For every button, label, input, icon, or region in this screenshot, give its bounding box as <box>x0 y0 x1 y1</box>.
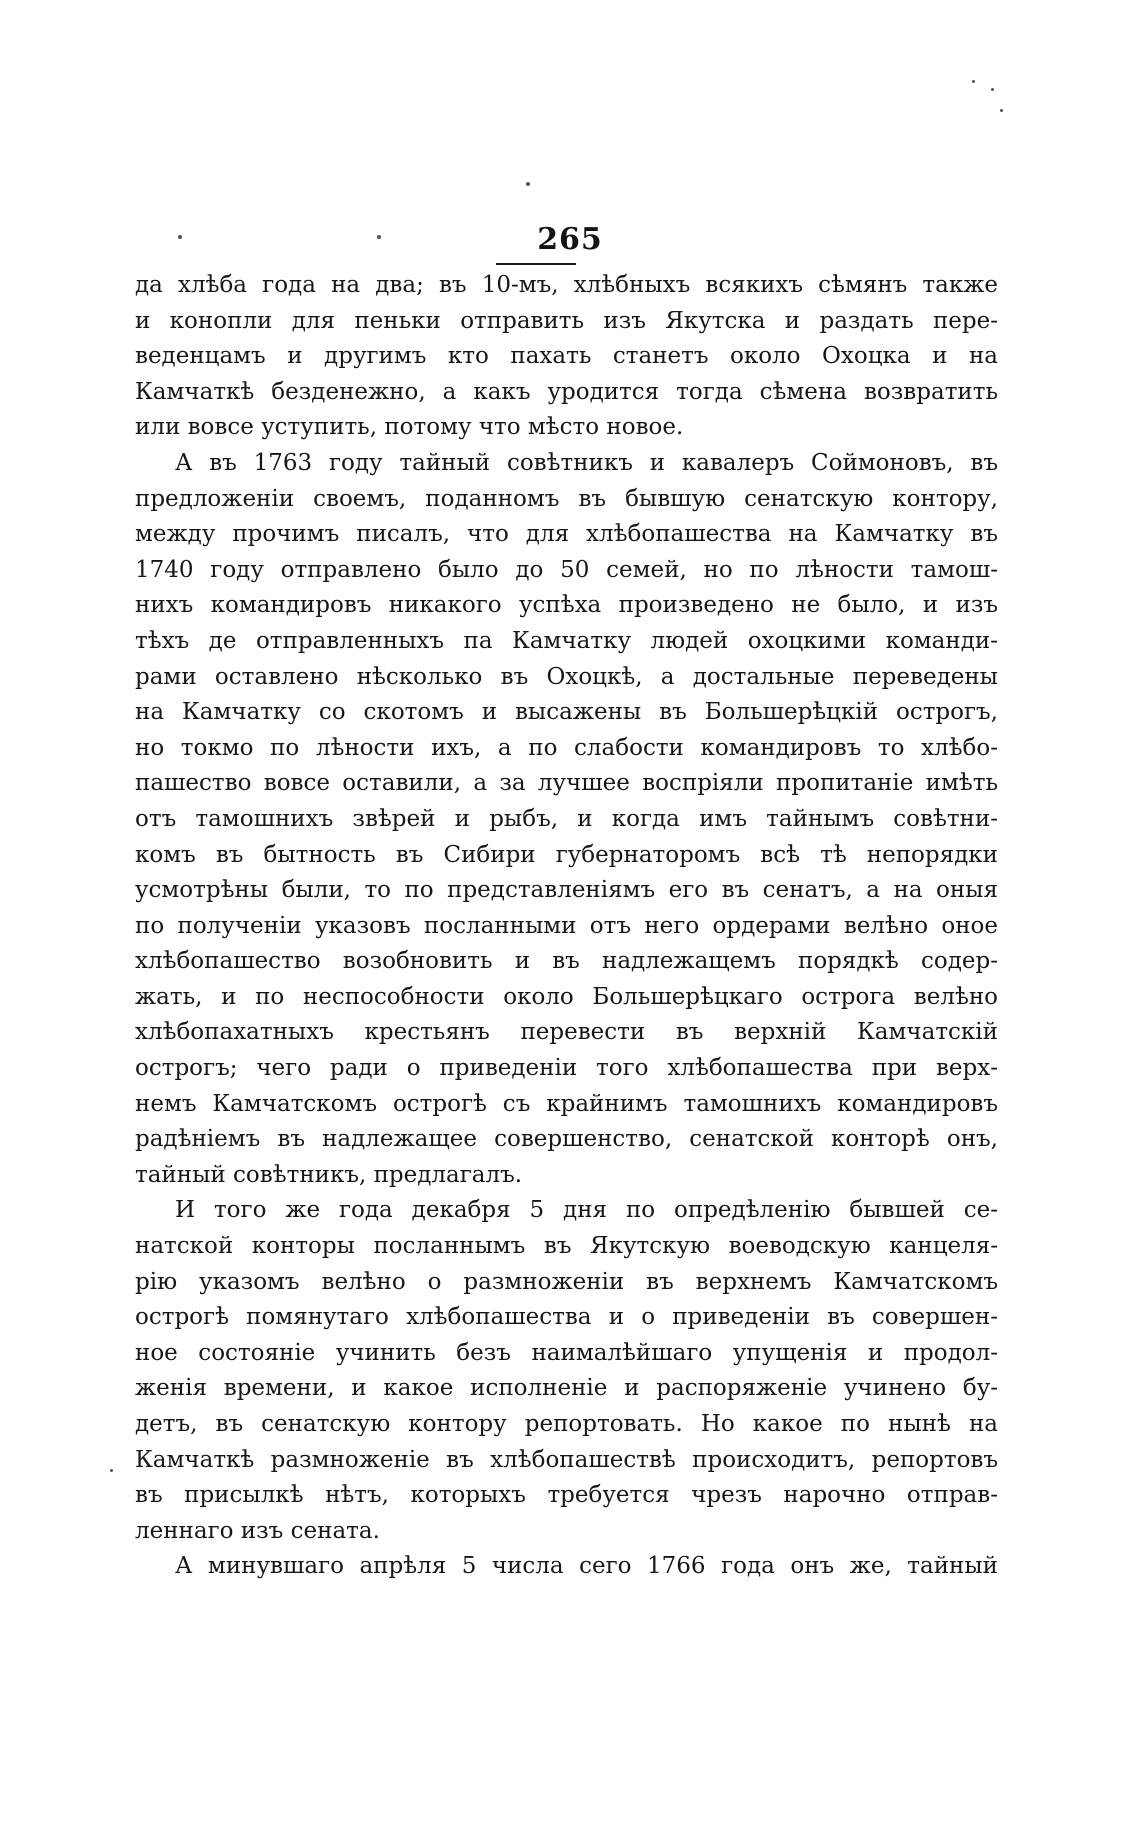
text-line: хлѣбопашество возобновить и въ надлежащемъ порядкѣ содер- <box>135 948 998 975</box>
text-line: между прочимъ писалъ, что для хлѣбопашества на Камчатку въ <box>135 521 998 548</box>
text-line: пашество вовсе оставили, а за лучшее воспріяли пропитаніе имѣть <box>135 770 998 797</box>
scan-speck <box>526 182 530 186</box>
text-line: Камчаткѣ размноженіе въ хлѣбопашествѣ происходитъ, репортовъ <box>135 1446 998 1473</box>
text-line: но токмо по лѣности ихъ, а по слабости командировъ то хлѣбо- <box>135 734 998 761</box>
text-line: острогъ; чего ради о приведеніи того хлѣбопашества при верх- <box>135 1055 998 1082</box>
text-line: усмотрѣны были, то по представленіямъ его въ сенатъ, а на оныя <box>135 877 998 904</box>
text-line: тѣхъ де отправленныхъ па Камчатку людей охоцкими команди- <box>135 627 998 654</box>
text-line: А въ 1763 году тайный совѣтникъ и кавалеръ Соймоновъ, въ <box>175 449 998 476</box>
text-line: отъ тамошнихъ звѣрей и рыбъ, и когда имъ тайнымъ совѣтни- <box>135 805 998 832</box>
paragraph-2 <box>135 446 998 1193</box>
text-line: А минувшаго апрѣля 5 числа сего 1766 года онъ же, тайный <box>175 1553 998 1580</box>
scan-speck <box>1000 109 1003 112</box>
text-line: И того же года декабря 5 дня по опредѣленію бывшей се- <box>175 1197 998 1224</box>
text-line: женія времени, и какое исполненіе и распоряженіе учинено бу- <box>135 1375 998 1402</box>
text-line: рами оставлено нѣсколько въ Охоцкѣ, а достальные переведены <box>135 663 998 690</box>
text-line: по полученіи указовъ посланными отъ него ордерами велѣно оное <box>135 912 998 939</box>
scan-speck <box>991 88 994 91</box>
text-line: радѣніемъ въ надлежащее совершенство, сенатской конторѣ онъ, <box>135 1126 998 1153</box>
text-line: нихъ командировъ никакого успѣха произведено не было, и изъ <box>135 592 998 619</box>
scan-speck <box>377 235 381 239</box>
text-line: да хлѣба года на два; въ 10-мъ, хлѣбныхъ всякихъ сѣмянъ также <box>135 272 998 298</box>
text-line: въ присылкѣ нѣтъ, которыхъ требуется чрезъ нарочно отправ- <box>135 1482 998 1509</box>
text-line: тайный совѣтникъ, предлагалъ. <box>135 1161 523 1188</box>
text-line: леннаго изъ сената. <box>135 1517 380 1544</box>
text-line: натской конторы посланнымъ въ Якутскую воеводскую канцеля- <box>135 1233 998 1260</box>
text-line: немъ Камчатскомъ острогѣ съ крайнимъ тамошнихъ командировъ <box>135 1090 998 1117</box>
scan-speck <box>110 1469 113 1472</box>
page-number-rule <box>496 263 576 265</box>
text-line: ное состояніе учинить безъ наималѣйшаго упущенія и продол- <box>135 1339 998 1366</box>
text-line: комъ въ бытность въ Сибири губернаторомъ всѣ тѣ непорядки <box>135 841 998 868</box>
text-line: предложеніи своемъ, поданномъ въ бывшую сенатскую контору, <box>135 485 998 512</box>
text-line: хлѣбопахатныхъ крестьянъ перевести въ верхній Камчатскій <box>135 1019 998 1046</box>
text-line: острогѣ помянутаго хлѣбопашества и о приведеніи въ совершен- <box>135 1304 998 1331</box>
scan-speck <box>972 80 975 83</box>
paragraph-4 <box>135 1549 998 1585</box>
scan-speck <box>178 235 182 239</box>
text-line: веденцамъ и другимъ кто пахать станетъ около Охоцка и на <box>135 343 998 370</box>
text-line: жать, и по неспособности около Большерѣцкаго острога велѣно <box>135 983 998 1010</box>
text-line: 1740 году отправлено было до 50 семей, но по лѣности тамош- <box>135 556 998 583</box>
text-line: или вовсе уступить, потому что мѣсто новое. <box>135 414 684 441</box>
paragraph-3 <box>135 1193 998 1549</box>
paragraph-1 <box>135 268 998 446</box>
text-line: рію указомъ велѣно о размноженіи въ верхнемъ Камчатскомъ <box>135 1268 998 1295</box>
text-line: и конопли для пеньки отправить изъ Якутска и раздать пере- <box>135 307 998 334</box>
text-line: детъ, въ сенатскую контору репортовать. Но какое по нынѣ на <box>135 1411 998 1437</box>
page-number: 265 <box>537 222 603 257</box>
text-line: на Камчатку со скотомъ и высажены въ Большерѣцкій острогъ, <box>135 699 998 726</box>
text-line: Камчаткѣ безденежно, а какъ уродится тогда сѣмена возвратить <box>135 378 998 405</box>
page-body-text <box>135 268 998 1585</box>
